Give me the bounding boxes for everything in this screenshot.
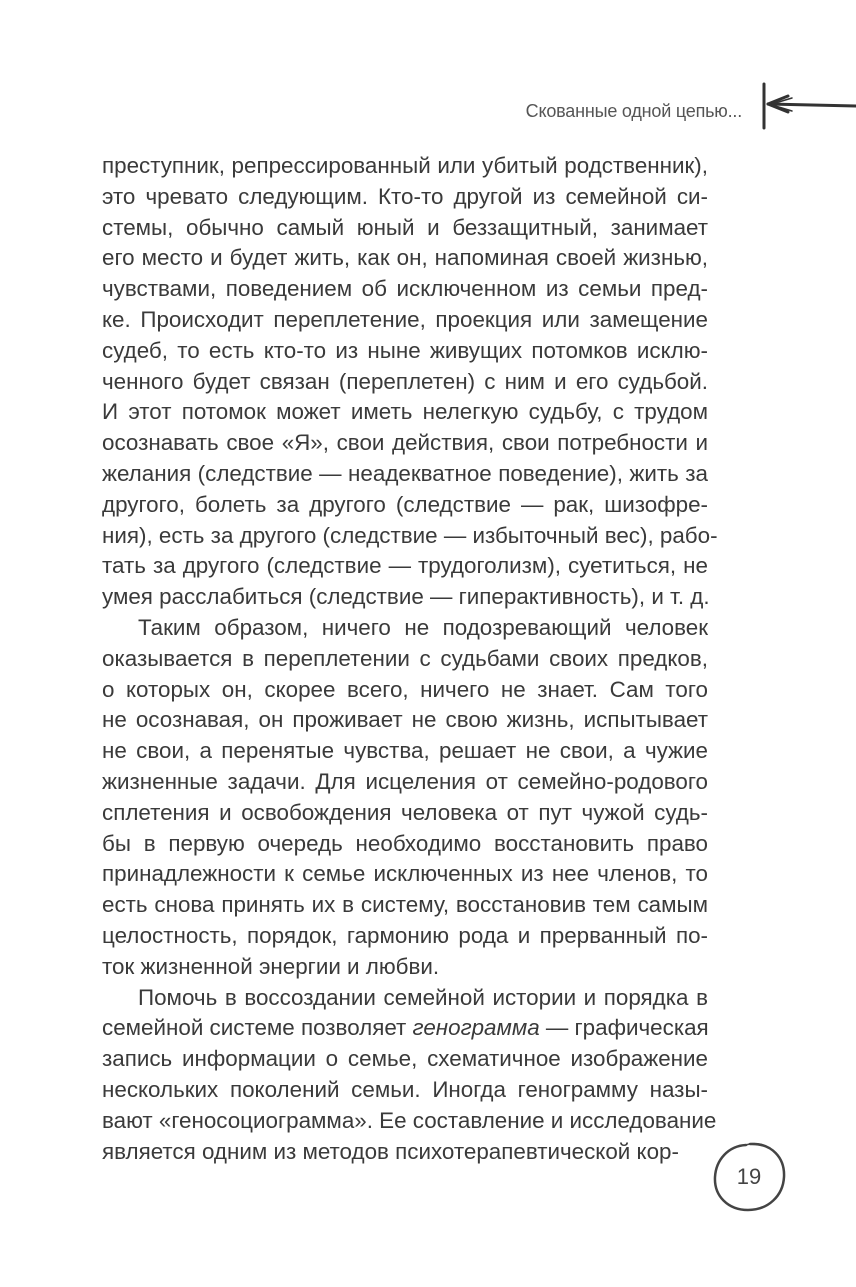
text-line: оказывается в переплетении с судьбами своих предков,: [102, 645, 708, 671]
text-line: о которых он, скорее всего, ничего не знает. Сам того: [102, 676, 708, 702]
text-line: осознавать свое «Я», свои действия, свои потребности и: [102, 430, 708, 456]
text-line: преступник, репрессированный или убитый родственник),: [102, 153, 708, 178]
text-line: вают «геносоциограмма». Ее составление и исследование: [102, 1107, 717, 1133]
text-line: является одним из методов психотерапевтической кор-: [102, 1138, 679, 1164]
text-line: чувствами, поведением об исключенном из семьи пред-: [102, 276, 708, 302]
text-line: судеб, то есть кто-то из ныне живущих потомков исклю-: [102, 337, 708, 363]
paragraph: [102, 613, 708, 983]
text-line: ке. Происходит переплетение, проекция или замещение: [102, 306, 708, 332]
text-line: запись информации о семье, схематичное изображение: [102, 1046, 708, 1072]
text-line: не осознавая, он проживает не свою жизнь, испытывает: [102, 707, 708, 733]
text-line: нескольких поколений семьи. Иногда генограмму назы-: [102, 1076, 708, 1102]
paragraph: [102, 983, 717, 1168]
text-line: жизненные задачи. Для исцеления от семейно-родового: [102, 768, 708, 794]
text-line: тать за другого (следствие — трудоголизм), суетиться, не: [102, 553, 708, 579]
text-line: ния), есть за другого (следствие — избыточный вес), рабо-: [102, 522, 718, 548]
text-line: есть снова принять их в систему, восстановив тем самым: [102, 892, 708, 918]
text-line: Помочь в воссоздании семейной истории и порядка в: [138, 984, 708, 1010]
text-line: это чревато следующим. Кто-то другой из семейной си-: [102, 183, 708, 209]
text-line: его место и будет жить, как он, напоминая своей жизнью,: [102, 245, 708, 271]
text-line: семейной системе позволяет генограмма — графическая: [102, 1015, 709, 1041]
paragraph: [102, 151, 718, 613]
page-number-badge: [710, 1140, 788, 1214]
body-text: [102, 151, 718, 1167]
running-head: Скованные одной цепью...: [525, 101, 742, 121]
arrow-marker-icon: [758, 82, 856, 132]
text-line: другого, болеть за другого (следствие — рак, шизофре-: [102, 491, 708, 517]
text-line: стемы, обычно самый юный и беззащитный, занимает: [102, 214, 708, 240]
text-line: И этот потомок может иметь нелегкую судьбу, с трудом: [102, 399, 708, 425]
text-line: Таким образом, ничего не подозревающий человек: [138, 614, 708, 640]
text-line: не свои, а перенятые чувства, решает не свои, а чужие: [102, 738, 708, 764]
page-number: 19: [736, 1164, 762, 1189]
text-line: принадлежности к семье исключенных из нее членов, то: [102, 861, 708, 887]
text-line: желания (следствие — неадекватное поведение), жить за: [102, 460, 708, 486]
text-line: сплетения и освобождения человека от пут чужой судь-: [102, 799, 708, 825]
text-line: целостность, порядок, гармонию рода и прерванный по-: [102, 922, 708, 948]
text-line: ченного будет связан (переплетен) с ним и его судьбой.: [102, 368, 708, 394]
text-line: умея расслабиться (следствие — гиперактивность), и т. д.: [102, 584, 710, 610]
text-line: бы в первую очередь необходимо восстановить право: [102, 830, 708, 856]
text-line: ток жизненной энергии и любви.: [102, 953, 440, 979]
